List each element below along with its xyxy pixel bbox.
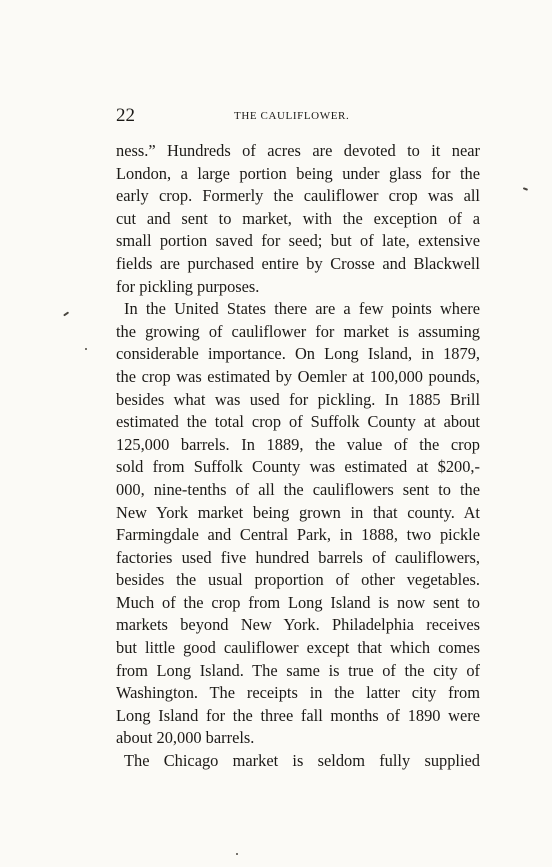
text-line: besides what was used for pickling. In 1885 Brill — [116, 389, 480, 409]
text-line: from Long Island. The same is true of the city of — [116, 660, 480, 680]
text-line: estimated the total crop of Suffolk County at about — [116, 412, 480, 432]
body-text — [116, 140, 480, 773]
text-line: Farmingdale and Central Park, in 1888, two pickle — [116, 525, 480, 545]
text-line: The Chicago market is seldom fully supplied — [124, 751, 480, 771]
text-line: Washington. The receipts in the latter city from — [116, 683, 480, 703]
text-line: London, a large portion being under glass for the — [116, 163, 480, 183]
text-line: factories used five hundred barrels of cauliflowers, — [116, 547, 480, 567]
text-line: 125,000 barrels. In 1889, the value of the crop — [116, 434, 480, 454]
text-line: the growing of cauliflower for market is assuming — [116, 321, 480, 341]
text-line: small portion saved for seed; but of late, extensive — [116, 231, 480, 251]
scan-speck — [63, 311, 69, 316]
scan-speck — [236, 853, 238, 855]
text-line: markets beyond New York. Philadelphia receives — [116, 615, 480, 635]
text-line: early crop. Formerly the cauliflower crop was all — [116, 186, 480, 206]
page-number: 22 — [116, 105, 135, 126]
text-line: besides the usual proportion of other vegetables. — [116, 570, 480, 590]
text-line: 000, nine-tenths of all the cauliflowers sent to the — [116, 479, 480, 499]
text-line: Much of the crop from Long Island is now sent to — [116, 592, 480, 612]
text-line: ness.” Hundreds of acres are devoted to it near — [116, 141, 480, 160]
text-line: sold from Suffolk County was estimated at $200,- — [116, 457, 480, 477]
running-title: THE CAULIFLOWER. — [234, 110, 350, 122]
text-line: Long Island for the three fall months of 1890 were — [116, 705, 480, 725]
scan-speck — [523, 187, 528, 190]
text-line: cut and sent to market, with the exception of a — [116, 208, 480, 228]
text-line: the crop was estimated by Oemler at 100,000 pounds, — [116, 366, 480, 386]
text-line: about 20,000 barrels. — [116, 728, 255, 748]
text-line: considerable importance. On Long Island, in 1879, — [116, 344, 480, 364]
text-line: New York market being grown in that county. At — [116, 502, 480, 522]
scan-speck — [85, 348, 87, 350]
running-head — [116, 104, 480, 128]
text-line: In the United States there are a few points where — [124, 299, 480, 319]
text-line: but little good cauliflower except that which comes — [116, 638, 480, 658]
text-line: fields are purchased entire by Crosse and Blackwell — [116, 253, 480, 273]
text-line: for pickling purposes. — [116, 276, 260, 296]
